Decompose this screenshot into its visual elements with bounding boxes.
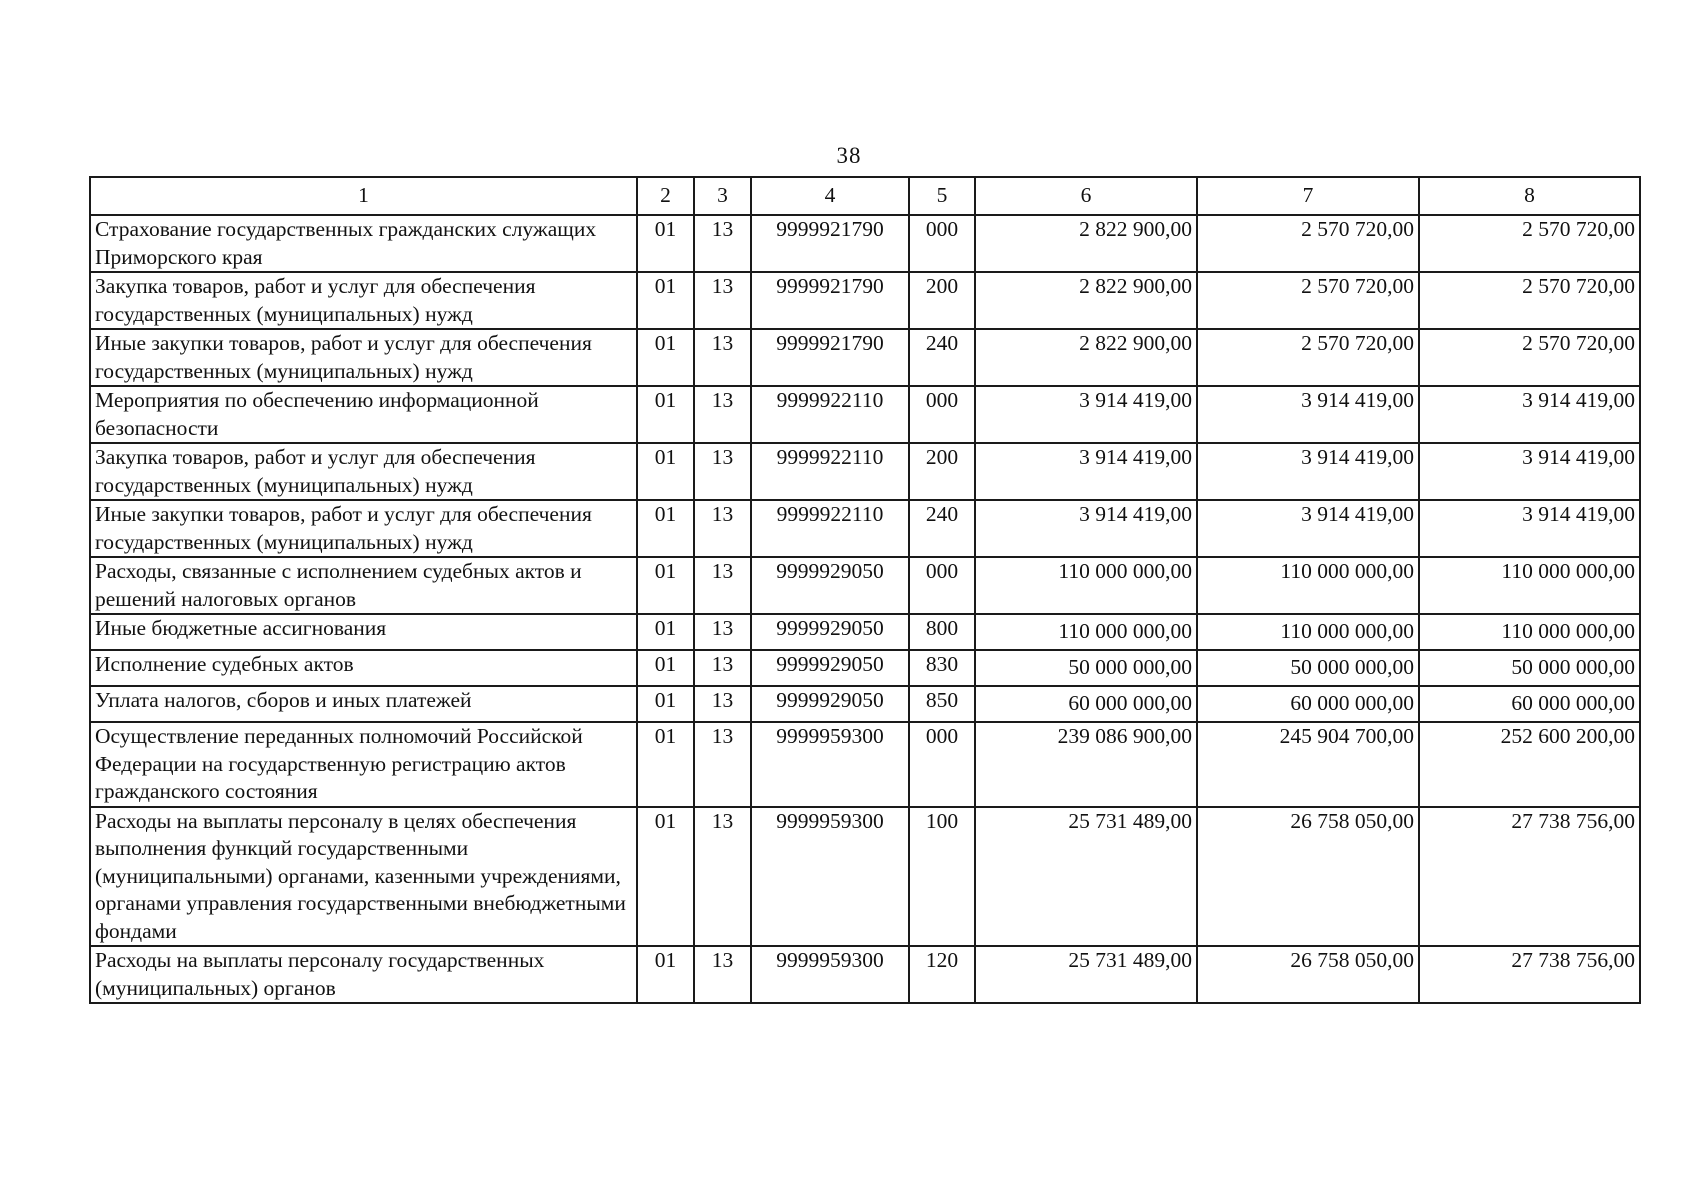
- table-row: [90, 557, 1640, 614]
- subsection-code: 13: [694, 557, 751, 614]
- expense-name: Уплата налогов, сборов и иных платежей: [90, 686, 637, 722]
- amount-year-2: 2 570 720,00: [1197, 215, 1419, 272]
- expense-name: Расходы на выплаты персоналу в целях обеспечения выполнения функций государственными (муниципальными) органами, казенными учреждениями, органами управления государственными внебюджетными фондами: [90, 807, 637, 947]
- amount-year-2: 3 914 419,00: [1197, 443, 1419, 500]
- section-code: 01: [637, 557, 694, 614]
- expense-type-code: 240: [909, 500, 975, 557]
- column-header: 6: [975, 177, 1197, 215]
- table-row: [90, 946, 1640, 1003]
- amount-year-3: 27 738 756,00: [1419, 807, 1640, 947]
- amount-year-2: 3 914 419,00: [1197, 386, 1419, 443]
- section-code: 01: [637, 807, 694, 947]
- table-row: [90, 443, 1640, 500]
- expense-type-code: 000: [909, 215, 975, 272]
- amount-year-3: 3 914 419,00: [1419, 443, 1640, 500]
- target-article-code: 9999929050: [751, 686, 909, 722]
- page-number: 38: [836, 143, 862, 168]
- column-header: 1: [90, 177, 637, 215]
- amount-year-3: 110 000 000,00: [1419, 614, 1640, 650]
- column-header: 7: [1197, 177, 1419, 215]
- table-row: [90, 807, 1640, 947]
- expense-type-code: 000: [909, 557, 975, 614]
- amount-year-3: 3 914 419,00: [1419, 500, 1640, 557]
- amount-year-1: 2 822 900,00: [975, 215, 1197, 272]
- table-row: [90, 272, 1640, 329]
- target-article-code: 9999922110: [751, 386, 909, 443]
- expense-name: Расходы на выплаты персоналу государственных (муниципальных) органов: [90, 946, 637, 1003]
- amount-year-1: 2 822 900,00: [975, 272, 1197, 329]
- section-code: 01: [637, 443, 694, 500]
- amount-year-1: 3 914 419,00: [975, 443, 1197, 500]
- table-row: [90, 386, 1640, 443]
- amount-year-3: 50 000 000,00: [1419, 650, 1640, 686]
- subsection-code: 13: [694, 329, 751, 386]
- amount-year-3: 2 570 720,00: [1419, 329, 1640, 386]
- section-code: 01: [637, 946, 694, 1003]
- subsection-code: 13: [694, 686, 751, 722]
- target-article-code: 9999922110: [751, 443, 909, 500]
- subsection-code: 13: [694, 650, 751, 686]
- table-row: [90, 614, 1640, 650]
- subsection-code: 13: [694, 614, 751, 650]
- subsection-code: 13: [694, 443, 751, 500]
- amount-year-3: 60 000 000,00: [1419, 686, 1640, 722]
- amount-year-2: 26 758 050,00: [1197, 946, 1419, 1003]
- amount-year-2: 50 000 000,00: [1197, 650, 1419, 686]
- column-header: 3: [694, 177, 751, 215]
- section-code: 01: [637, 500, 694, 557]
- amount-year-1: 25 731 489,00: [975, 807, 1197, 947]
- expense-type-code: 100: [909, 807, 975, 947]
- expense-name: Исполнение судебных актов: [90, 650, 637, 686]
- expense-type-code: 830: [909, 650, 975, 686]
- amount-year-2: 2 570 720,00: [1197, 329, 1419, 386]
- amount-year-2: 245 904 700,00: [1197, 722, 1419, 807]
- table-row: [90, 329, 1640, 386]
- amount-year-2: 110 000 000,00: [1197, 614, 1419, 650]
- expense-name: Закупка товаров, работ и услуг для обеспечения государственных (муниципальных) нужд: [90, 443, 637, 500]
- amount-year-3: 2 570 720,00: [1419, 272, 1640, 329]
- amount-year-1: 2 822 900,00: [975, 329, 1197, 386]
- expense-name: Осуществление переданных полномочий Российской Федерации на государственную регистрацию актов гражданского состояния: [90, 722, 637, 807]
- amount-year-2: 3 914 419,00: [1197, 500, 1419, 557]
- target-article-code: 9999922110: [751, 500, 909, 557]
- target-article-code: 9999959300: [751, 722, 909, 807]
- expense-type-code: 200: [909, 272, 975, 329]
- target-article-code: 9999959300: [751, 946, 909, 1003]
- subsection-code: 13: [694, 500, 751, 557]
- expense-name: Иные закупки товаров, работ и услуг для обеспечения государственных (муниципальных) нужд: [90, 500, 637, 557]
- expense-type-code: 000: [909, 722, 975, 807]
- section-code: 01: [637, 215, 694, 272]
- amount-year-1: 3 914 419,00: [975, 500, 1197, 557]
- section-code: 01: [637, 329, 694, 386]
- expense-name: Иные закупки товаров, работ и услуг для обеспечения государственных (муниципальных) нужд: [90, 329, 637, 386]
- target-article-code: 9999921790: [751, 329, 909, 386]
- section-code: 01: [637, 650, 694, 686]
- subsection-code: 13: [694, 946, 751, 1003]
- amount-year-1: 110 000 000,00: [975, 614, 1197, 650]
- expense-type-code: 240: [909, 329, 975, 386]
- expense-name: Расходы, связанные с исполнением судебных актов и решений налоговых органов: [90, 557, 637, 614]
- amount-year-3: 2 570 720,00: [1419, 215, 1640, 272]
- amount-year-2: 2 570 720,00: [1197, 272, 1419, 329]
- amount-year-2: 60 000 000,00: [1197, 686, 1419, 722]
- subsection-code: 13: [694, 722, 751, 807]
- target-article-code: 9999929050: [751, 650, 909, 686]
- expense-name: Закупка товаров, работ и услуг для обеспечения государственных (муниципальных) нужд: [90, 272, 637, 329]
- subsection-code: 13: [694, 215, 751, 272]
- amount-year-1: 60 000 000,00: [975, 686, 1197, 722]
- column-header: 4: [751, 177, 909, 215]
- column-header: 2: [637, 177, 694, 215]
- budget-table: [89, 176, 1641, 1004]
- target-article-code: 9999959300: [751, 807, 909, 947]
- expense-type-code: 850: [909, 686, 975, 722]
- section-code: 01: [637, 386, 694, 443]
- table-row: [90, 650, 1640, 686]
- subsection-code: 13: [694, 807, 751, 947]
- target-article-code: 9999921790: [751, 272, 909, 329]
- section-code: 01: [637, 614, 694, 650]
- amount-year-2: 26 758 050,00: [1197, 807, 1419, 947]
- amount-year-3: 27 738 756,00: [1419, 946, 1640, 1003]
- table-row: [90, 722, 1640, 807]
- table-row: [90, 215, 1640, 272]
- table-row: [90, 686, 1640, 722]
- table-row: [90, 500, 1640, 557]
- amount-year-3: 3 914 419,00: [1419, 386, 1640, 443]
- amount-year-1: 239 086 900,00: [975, 722, 1197, 807]
- target-article-code: 9999929050: [751, 614, 909, 650]
- expense-type-code: 120: [909, 946, 975, 1003]
- section-code: 01: [637, 272, 694, 329]
- column-header: 5: [909, 177, 975, 215]
- expense-name: Страхование государственных гражданских служащих Приморского края: [90, 215, 637, 272]
- column-number-row: [90, 177, 1640, 215]
- subsection-code: 13: [694, 386, 751, 443]
- expense-name: Мероприятия по обеспечению информационной безопасности: [90, 386, 637, 443]
- target-article-code: 9999929050: [751, 557, 909, 614]
- expense-name: Иные бюджетные ассигнования: [90, 614, 637, 650]
- amount-year-3: 252 600 200,00: [1419, 722, 1640, 807]
- amount-year-1: 110 000 000,00: [975, 557, 1197, 614]
- section-code: 01: [637, 686, 694, 722]
- amount-year-3: 110 000 000,00: [1419, 557, 1640, 614]
- target-article-code: 9999921790: [751, 215, 909, 272]
- subsection-code: 13: [694, 272, 751, 329]
- amount-year-1: 25 731 489,00: [975, 946, 1197, 1003]
- expense-type-code: 000: [909, 386, 975, 443]
- amount-year-1: 3 914 419,00: [975, 386, 1197, 443]
- amount-year-2: 110 000 000,00: [1197, 557, 1419, 614]
- expense-type-code: 200: [909, 443, 975, 500]
- section-code: 01: [637, 722, 694, 807]
- amount-year-1: 50 000 000,00: [975, 650, 1197, 686]
- column-header: 8: [1419, 177, 1640, 215]
- expense-type-code: 800: [909, 614, 975, 650]
